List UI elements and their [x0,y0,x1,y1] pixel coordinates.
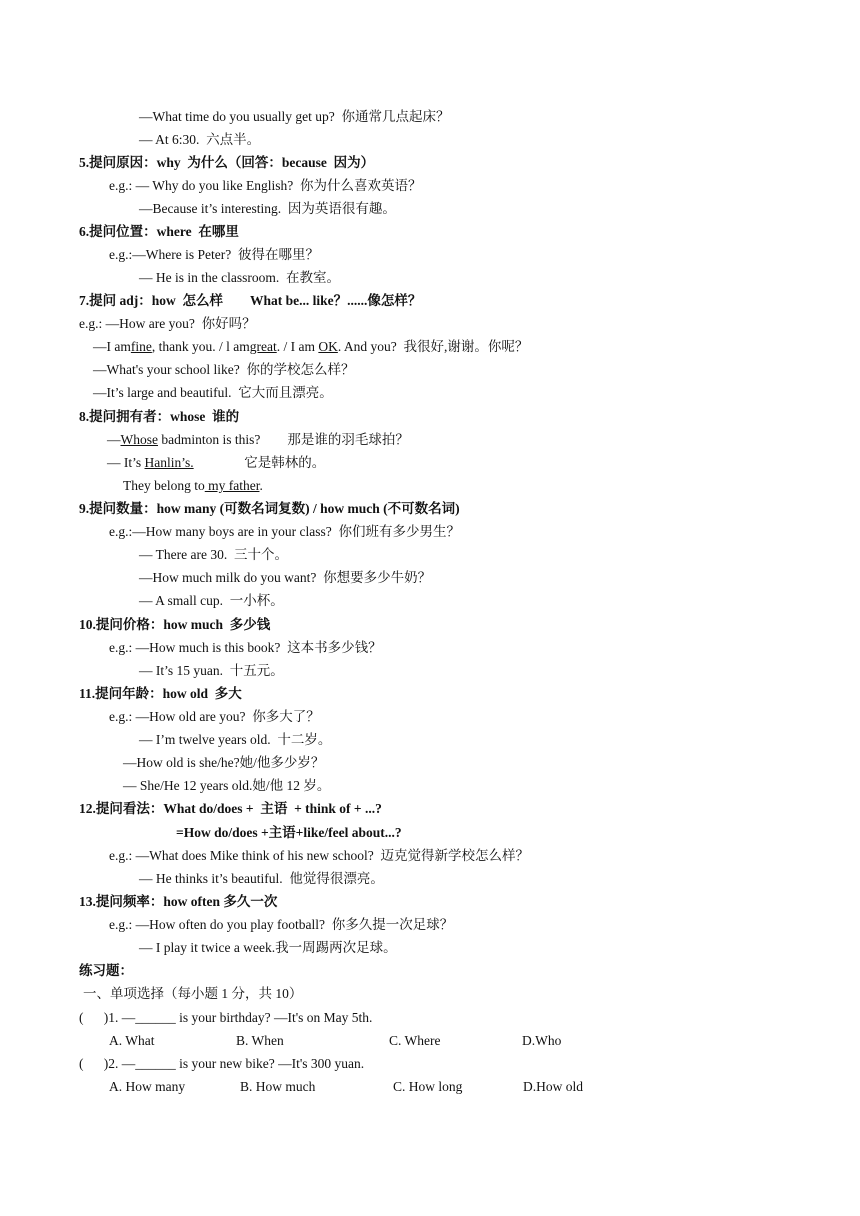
underline-ok: OK [318,339,338,354]
underline-great: great [249,339,277,354]
heading-how-many: 9.提问数量：how many (可数名词复数) / how much (不可数名词) [79,501,460,516]
q2-option-c: C. How long [393,1079,463,1094]
line-22: — A small cup. 一小杯。 [139,593,284,608]
line-28: — I’m twelve years old. 十二岁。 [139,732,332,747]
q1-option-d: D.Who [522,1033,562,1048]
line-10: e.g.: —How are you? 你好吗？ [79,316,256,331]
line-20: — There are 30. 三十个。 [139,547,288,562]
q1-option-b: B. When [236,1033,284,1048]
line-33: e.g.: —What does Mike think of his new school? 迈克觉得新学校怎么样？ [109,848,529,863]
line-whose: —Whose badminton is this? 那是谁的羽毛球拍？ [107,432,409,447]
heading-frequency: 13.提问频率：how often 多久一次 [79,894,278,909]
q1-option-a: A. What [109,1033,155,1048]
line-13: —It’s large and beautiful. 它大而且漂亮。 [93,385,333,400]
question-1: ( )1. —______ is your birthday? —It's on May 5th. [79,1010,373,1025]
exercise-heading: 练习题： [79,963,133,978]
line-29: —How old is she/he?她/他多少岁？ [123,755,325,770]
line-whose-underlined: Whose [120,432,158,447]
heading-opinion: 12.提问看法：What do/does + 主语 + think of + ...? [79,801,382,816]
line-37: — I play it twice a week.我一周踢两次足球。 [139,940,397,955]
line-04: e.g.: — Why do you like English? 你为什么喜欢英语？ [109,178,422,193]
text-thank-you: , thank you. / l am [151,339,250,354]
question-2: ( )2. —______ is your new bike? —It's 300 yuan. [79,1056,365,1071]
line-34: — He thinks it’s beautiful. 他觉得很漂亮。 [139,871,384,886]
line-27: e.g.: —How old are you? 你多大了？ [109,709,320,724]
q1-option-c: C. Where [389,1033,441,1048]
q2-option-d: D.How old [523,1079,583,1094]
line-02: — At 6:30. 六点半。 [139,132,261,147]
line-fine-great-ok [93,338,528,356]
line-24: e.g.: —How much is this book? 这本书多少钱？ [109,640,382,655]
text-and-you: . And you? 我很好,谢谢。你呢？ [337,339,529,354]
q2-option-b: B. How much [240,1079,316,1094]
line-belong-underlined: my father [204,478,260,493]
line-05: —Because it’s interesting. 因为英语很有趣。 [139,201,396,216]
section-title: 一、单项选择（每小题 1 分，共 10） [83,986,303,1001]
heading-age: 11.提问年龄：how old 多大 [79,686,242,701]
line-hanlins: — It’s Hanlin’s. 它是韩林的。 [107,455,326,470]
text-i-am: —I am [93,339,131,354]
heading-why: 5.提问原因：why 为什么（回答：because 因为） [79,155,375,170]
line-30: — She/He 12 years old.她/他 12 岁。 [123,778,331,793]
q2-option-a: A. How many [109,1079,186,1094]
underline-fine: fine [130,339,152,354]
heading-price: 10.提问价格：how much 多少钱 [79,617,271,632]
line-12: —What's your school like? 你的学校怎么样？ [93,362,355,377]
line-07: e.g.:—Where is Peter? 彼得在哪里？ [109,247,319,262]
line-19: e.g.:—How many boys are in your class? 你们班有多少男生？ [109,524,460,539]
heading-whose: 8.提问拥有者：whose 谁的 [79,409,240,424]
text-i-am-2: . / I am [276,339,319,354]
line-01: —What time do you usually get up? 你通常几点起床？ [139,109,450,124]
heading-how-adj: 7.提问 adj：how 怎么样 What be... like？......像怎样？ [79,293,422,308]
line-hanlins-underlined: Hanlin’s. [144,455,194,470]
heading-opinion-alt: =How do/does +主语+like/feel about...? [176,825,402,840]
line-36: e.g.: —How often do you play football? 你多久提一次足球？ [109,917,454,932]
line-belong: They belong to my father. [123,478,263,493]
heading-where: 6.提问位置：where 在哪里 [79,224,239,239]
line-08: — He is in the classroom. 在教室。 [139,270,340,285]
line-25: — It’s 15 yuan. 十五元。 [139,663,284,678]
line-21: —How much milk do you want? 你想要多少牛奶？ [139,570,432,585]
